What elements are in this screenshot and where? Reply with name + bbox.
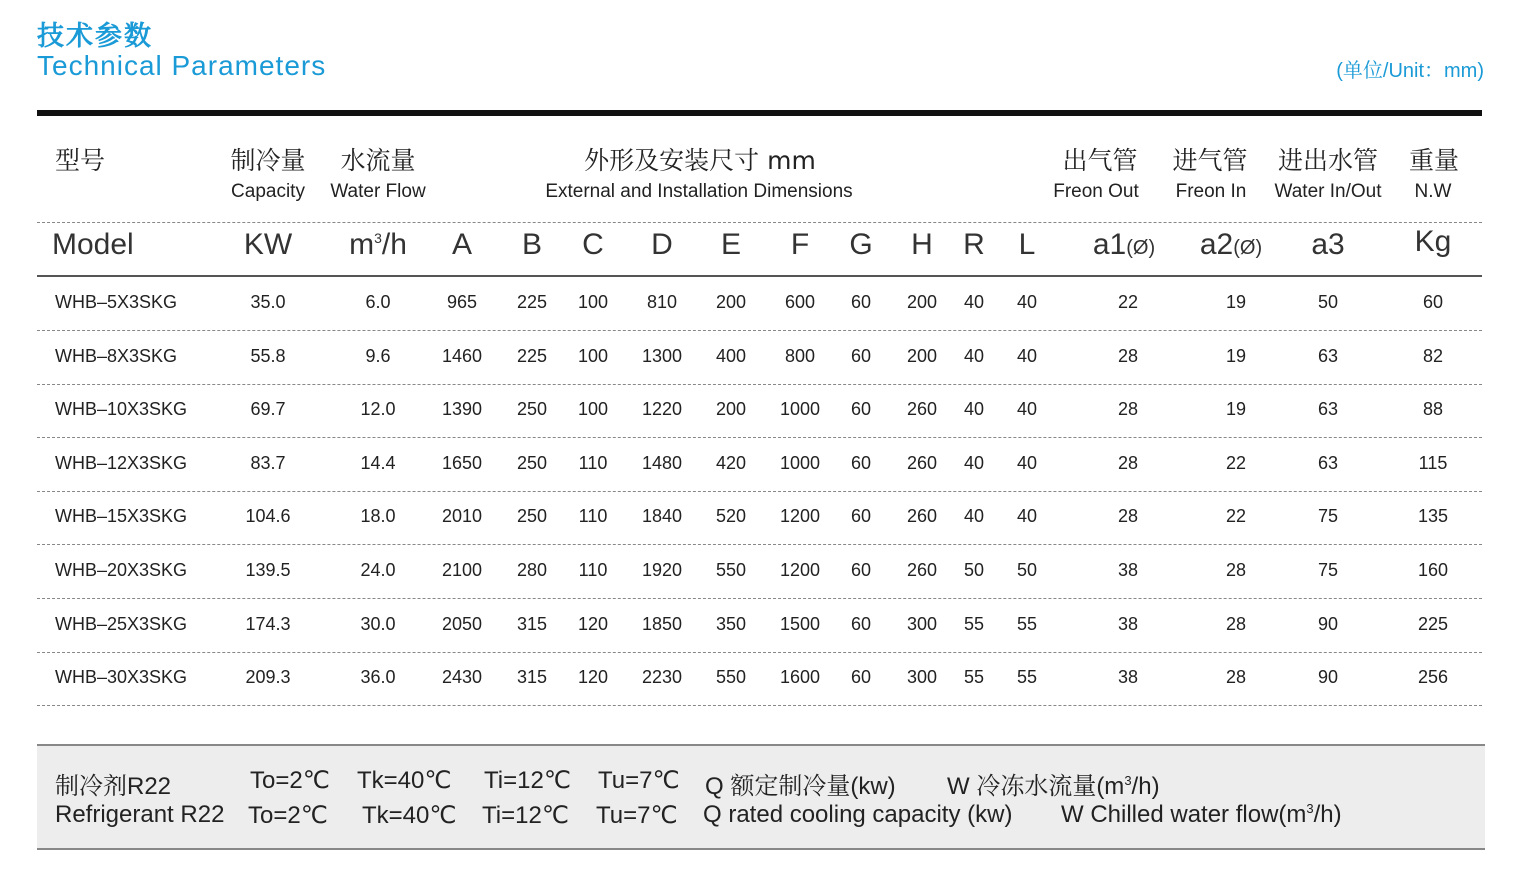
table-cell: 60 [850,453,872,473]
row-divider [37,437,1482,438]
table-cell: 28 [1117,399,1139,419]
table-cell: 40 [1016,346,1038,366]
table-cell: 12.0 [360,399,396,419]
table-cell: 50 [963,560,985,580]
table-cell: 50 [1016,560,1038,580]
table-cell: 1460 [441,346,483,366]
col-dim-letter: R [963,228,985,261]
table-cell: 28 [1225,667,1247,687]
col-freon-out-cn: 出气管 [1062,146,1138,175]
table-cell: 55.8 [250,346,286,366]
table-cell: 19 [1225,399,1247,419]
table-cell: 40 [963,399,985,419]
model-cell: WHB–12X3SKG [55,453,188,473]
page-title-cn: 技术参数 [37,21,153,52]
table-cell: 100 [577,292,609,312]
table-cell: 280 [516,560,548,580]
col-capacity-en: Capacity [231,181,305,202]
table-cell: 22 [1225,453,1247,473]
table-cell: 1200 [779,560,821,580]
table-cell: 110 [578,506,608,526]
table-cell: 1850 [641,614,683,634]
unit-note: (单位/Unit：mm) [1336,60,1484,82]
table-cell: 200 [715,292,747,312]
table-cell: 110 [578,560,608,580]
table-cell: 2100 [441,560,483,580]
table-cell: 75 [1317,560,1339,580]
table-cell: 110 [578,453,608,473]
table-cell: 90 [1317,667,1339,687]
table-cell: 100 [577,346,609,366]
table-cell: 55 [963,667,985,687]
table-cell: 60 [850,560,872,580]
note-ti-cn: Ti=12℃ [484,767,571,794]
col-dim-letter: C [582,228,604,261]
col-capacity-cn: 制冷量 [230,146,306,175]
table-cell: 1390 [441,399,483,419]
table-cell: 256 [1417,667,1449,687]
table-cell: 225 [516,346,548,366]
table-cell: 225 [516,292,548,312]
table-cell: 30.0 [360,614,396,634]
table-cell: 350 [715,614,747,634]
table-cell: 174.3 [245,614,291,634]
model-cell: WHB–15X3SKG [55,506,188,526]
table-cell: 520 [715,506,747,526]
table-cell: 90 [1317,614,1339,634]
table-cell: 115 [1418,453,1448,473]
table-cell: 420 [715,453,747,473]
table-cell: 1480 [641,453,683,473]
table-cell: 260 [906,506,938,526]
note-tk-en: Tk=40℃ [362,802,457,829]
table-cell: 9.6 [365,346,391,366]
table-cell: 19 [1225,292,1247,312]
table-cell: 40 [1016,506,1038,526]
table-cell: 2010 [441,506,483,526]
table-cell: 6.0 [365,292,391,312]
col-freon-in-unit: a2(Ø) [1199,228,1263,261]
table-cell: 60 [850,399,872,419]
col-waterflow-unit: $m^3/h$ [349,228,407,261]
table-cell: 60 [850,346,872,366]
col-dim-letter: H [911,228,933,261]
table-cell: 120 [577,667,609,687]
table-cell: 14.4 [360,453,396,473]
col-dim-letter: G [849,228,873,261]
table-cell: 60 [850,506,872,526]
note-refrigerant-en: Refrigerant R22 [55,801,225,828]
row-divider [37,598,1482,599]
table-cell: 260 [906,399,938,419]
table-cell: 36.0 [360,667,396,687]
col-water-io-en: Water In/Out [1274,181,1382,202]
col-freon-in-en: Freon In [1175,181,1247,202]
table-cell: 1000 [779,453,821,473]
table-cell: 550 [715,560,747,580]
table-cell: 35.0 [250,292,286,312]
table-cell: 22 [1225,506,1247,526]
table-cell: 300 [906,667,938,687]
table-cell: 1600 [779,667,821,687]
col-freon-out-unit: a1(Ø) [1092,228,1156,261]
table-cell: 100 [577,399,609,419]
table-cell: 1220 [641,399,683,419]
header-rule [37,110,1482,116]
note-tu-en: Tu=7℃ [596,802,678,829]
table-cell: 200 [906,346,938,366]
table-cell: 22 [1117,292,1139,312]
table-cell: 63 [1317,399,1339,419]
table-cell: 1920 [641,560,683,580]
table-cell: 1000 [779,399,821,419]
notes-en-line [55,801,1475,831]
table-cell: 38 [1117,667,1139,687]
table-cell: 28 [1225,560,1247,580]
col-dim-letter: L [1018,228,1036,261]
col-water-io-cn: 进出水管 [1277,146,1379,175]
table-cell: 800 [784,346,816,366]
table-cell: 40 [1016,292,1038,312]
table-cell: 63 [1317,346,1339,366]
table-cell: 104.6 [245,506,291,526]
table-cell: 40 [963,292,985,312]
table-cell: 2430 [441,667,483,687]
col-dimensions-en: External and Installation Dimensions [545,181,853,202]
table-cell: 38 [1117,614,1139,634]
row-divider [37,652,1482,653]
col-waterflow-cn: 水流量 [340,146,416,175]
table-cell: 250 [516,399,548,419]
row-divider [37,491,1482,492]
table-cell: 69.7 [250,399,286,419]
table-cell: 40 [1016,399,1038,419]
col-dimensions-cn: 外形及安装尺寸 mm [584,146,816,175]
header-dash-rule [37,222,1482,223]
model-cell: WHB–10X3SKG [55,399,188,419]
table-cell: 400 [715,346,747,366]
table-cell: 2050 [441,614,483,634]
table-cell: 120 [577,614,609,634]
model-cell: WHB–25X3SKG [55,614,188,634]
row-divider [37,544,1482,545]
model-cell: WHB–30X3SKG [55,667,188,687]
table-cell: 965 [446,292,478,312]
table-cell: 225 [1417,614,1449,634]
table-cell: 55 [1016,667,1038,687]
table-cell: 250 [516,506,548,526]
col-weight-unit: Kg [1414,225,1452,258]
table-cell: 18.0 [360,506,396,526]
row-divider [37,705,1482,706]
model-cell: WHB–5X3SKG [55,292,178,312]
table-cell: 55 [1016,614,1038,634]
table-cell: 250 [516,453,548,473]
col-dim-letter: D [651,228,673,261]
table-cell: 1650 [441,453,483,473]
col-dim-letter: F [790,228,810,261]
table-cell: 1300 [641,346,683,366]
table-cell: 40 [963,506,985,526]
units-rule [37,275,1482,277]
table-cell: 135 [1417,506,1449,526]
model-cell: WHB–8X3SKG [55,346,178,366]
table-cell: 160 [1417,560,1449,580]
table-cell: 550 [715,667,747,687]
col-model-unit: Model [52,228,134,261]
col-weight-en: N.W [1414,181,1452,202]
col-freon-out-en: Freon Out [1053,181,1139,202]
page-title-en: Technical Parameters [37,50,327,81]
table-cell: 50 [1317,292,1339,312]
note-to-cn: To=2℃ [250,767,330,794]
table-cell: 88 [1422,399,1444,419]
col-water-io-unit: a3 [1311,228,1345,261]
table-cell: 139.5 [245,560,291,580]
table-cell: 300 [906,614,938,634]
table-cell: 60 [850,292,872,312]
table-cell: 28 [1225,614,1247,634]
col-waterflow-en: Water Flow [330,181,426,202]
table-cell: 55 [963,614,985,634]
table-cell: 60 [850,614,872,634]
table-cell: 315 [516,614,548,634]
note-tu-cn: Tu=7℃ [598,767,680,794]
col-model-cn: 型号 [55,146,106,175]
table-cell: 28 [1117,453,1139,473]
table-cell: 200 [906,292,938,312]
note-q-en: Q rated cooling capacity (kw) [703,801,1013,828]
notes-cn-line [55,766,1475,800]
table-cell: 1840 [641,506,683,526]
table-cell: 315 [516,667,548,687]
table-cell: 28 [1117,346,1139,366]
table-cell: 60 [1422,292,1444,312]
note-w-cn: W 冷冻水流量$(m^3/h)$ [947,773,1160,800]
table-cell: 600 [784,292,816,312]
note-tk-cn: Tk=40℃ [357,767,452,794]
table-cell: 38 [1117,560,1139,580]
col-capacity-unit: KW [243,228,293,261]
col-dim-letter: A [451,228,473,261]
row-divider [37,384,1482,385]
table-cell: 2230 [641,667,683,687]
table-cell: 260 [906,560,938,580]
table-cell: 60 [850,667,872,687]
table-cell: 24.0 [360,560,396,580]
note-ti-en: Ti=12℃ [482,802,569,829]
col-dim-letter: B [521,228,543,261]
table-cell: 63 [1317,453,1339,473]
col-freon-in-cn: 进气管 [1172,146,1248,175]
table-cell: 209.3 [245,667,291,687]
table-cell: 19 [1225,346,1247,366]
table-cell: 810 [646,292,678,312]
col-dim-letter: E [720,228,742,261]
table-cell: 40 [963,346,985,366]
table-cell: 260 [906,453,938,473]
note-to-en: To=2℃ [248,802,328,829]
row-divider [37,330,1482,331]
table-cell: 83.7 [250,453,286,473]
note-w-en: W Chilled water $flow(m^3/h)$ [1061,801,1342,828]
note-refrigerant-cn: 制冷剂R22 [55,773,172,800]
table-cell: 200 [715,399,747,419]
note-q-cn: Q 额定制冷量(kw) [705,773,896,800]
notes-panel [37,744,1485,850]
table-cell: 82 [1422,346,1444,366]
table-cell: 75 [1317,506,1339,526]
table-cell: 1200 [779,506,821,526]
col-weight-cn: 重量 [1408,146,1460,175]
table-cell: 40 [1016,453,1038,473]
model-cell: WHB–20X3SKG [55,560,188,580]
table-cell: 1500 [779,614,821,634]
table-cell: 40 [963,453,985,473]
table-cell: 28 [1117,506,1139,526]
